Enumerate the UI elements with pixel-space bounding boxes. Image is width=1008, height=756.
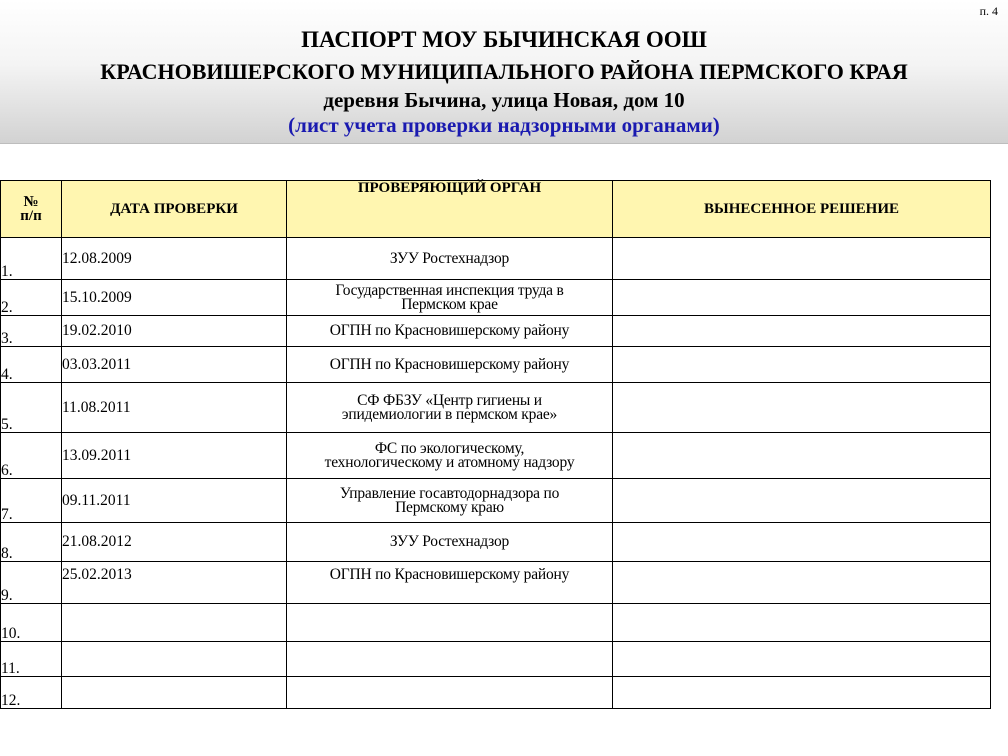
row-org bbox=[287, 604, 613, 642]
page-header bbox=[0, 0, 1008, 144]
row-decision bbox=[613, 479, 991, 523]
row-number: 11. bbox=[1, 642, 62, 677]
row-decision bbox=[613, 562, 991, 604]
page-number: п. 4 bbox=[979, 4, 998, 18]
header-org: ПРОВЕРЯЮЩИЙ ОРГАН bbox=[287, 181, 613, 238]
row-date: 11.08.2011 bbox=[62, 383, 287, 433]
row-org-line-2: Пермскому краю bbox=[395, 498, 504, 516]
header-date: ДАТА ПРОВЕРКИ bbox=[62, 181, 287, 238]
row-date bbox=[62, 677, 287, 709]
row-number: 8. bbox=[1, 523, 62, 562]
table-row bbox=[1, 433, 991, 479]
table-row bbox=[1, 604, 991, 642]
row-number: 9. bbox=[1, 562, 62, 604]
row-org bbox=[287, 479, 613, 523]
row-org-line-1: Управление госавтодорнадзора по bbox=[339, 484, 560, 502]
row-decision bbox=[613, 604, 991, 642]
row-date: 13.09.2011 bbox=[62, 433, 287, 479]
table-row bbox=[1, 523, 991, 562]
row-org bbox=[287, 523, 613, 562]
row-org bbox=[287, 383, 613, 433]
row-org bbox=[287, 238, 613, 280]
title-line-2: КРАСНОВИШЕРСКОГО МУНИЦИПАЛЬНОГО РАЙОНА ПЕРМСКОГО КРАЯ bbox=[100, 59, 908, 84]
row-decision bbox=[613, 238, 991, 280]
header-number-line-2: п/п bbox=[20, 208, 42, 224]
row-org bbox=[287, 316, 613, 347]
row-date: 03.03.2011 bbox=[62, 347, 287, 383]
row-number: 2. bbox=[1, 280, 62, 316]
row-org-line-1: ОГПН по Красновишерскому району bbox=[329, 566, 570, 583]
row-number: 3. bbox=[1, 316, 62, 347]
title-line-1: ПАСПОРТ МОУ БЫЧИНСКАЯ ООШ bbox=[301, 27, 707, 52]
row-org-line-1: ЗУУ Ростехнадзор bbox=[389, 249, 510, 267]
row-number: 10. bbox=[1, 604, 62, 642]
row-org-line-1: ОГПН по Красновишерскому району bbox=[329, 355, 570, 373]
row-date: 12.08.2009 bbox=[62, 238, 287, 280]
row-org bbox=[287, 347, 613, 383]
row-decision bbox=[613, 642, 991, 677]
header-number bbox=[1, 181, 62, 238]
header-number-line-1: № bbox=[23, 194, 39, 210]
table-row bbox=[1, 238, 991, 280]
row-org bbox=[287, 677, 613, 709]
table-row bbox=[1, 642, 991, 677]
row-org-line-2: Пермском крае bbox=[401, 295, 498, 313]
row-org bbox=[287, 280, 613, 316]
row-number: 6. bbox=[1, 433, 62, 479]
table-row bbox=[1, 347, 991, 383]
row-org-line-1: Государственная инспекция труда в bbox=[335, 281, 564, 299]
row-org-line-2: эпидемиологии в пермском крае» bbox=[341, 405, 558, 423]
row-org-line-1: ОГПН по Красновишерскому району bbox=[329, 322, 570, 339]
title-address: деревня Бычина, улица Новая, дом 10 bbox=[323, 88, 685, 112]
row-date: 19.02.2010 bbox=[62, 316, 287, 347]
row-decision bbox=[613, 433, 991, 479]
row-date: 25.02.2013 bbox=[62, 562, 287, 604]
row-number: 5. bbox=[1, 383, 62, 433]
row-decision bbox=[613, 316, 991, 347]
row-decision bbox=[613, 347, 991, 383]
table-row bbox=[1, 677, 991, 709]
row-org bbox=[287, 433, 613, 479]
row-number: 1. bbox=[1, 238, 62, 280]
row-org-line-2: технологическому и атомному надзору bbox=[324, 453, 575, 471]
row-date: 09.11.2011 bbox=[62, 479, 287, 523]
row-date: 15.10.2009 bbox=[62, 280, 287, 316]
row-org bbox=[287, 562, 613, 604]
table-row bbox=[1, 316, 991, 347]
row-org-line-1: ЗУУ Ростехнадзор bbox=[389, 533, 510, 550]
row-decision bbox=[613, 523, 991, 562]
row-date bbox=[62, 604, 287, 642]
title-subtitle: (лист учета проверки надзорными органами) bbox=[288, 113, 720, 137]
row-number: 7. bbox=[1, 479, 62, 523]
row-decision bbox=[613, 383, 991, 433]
table-row bbox=[1, 280, 991, 316]
row-date bbox=[62, 642, 287, 677]
inspection-table bbox=[0, 180, 991, 709]
row-org-line-1: ФС по экологическому, bbox=[374, 439, 525, 457]
row-date: 21.08.2012 bbox=[62, 523, 287, 562]
row-decision bbox=[613, 677, 991, 709]
table-header-row bbox=[1, 181, 991, 238]
header-decision: ВЫНЕСЕННОЕ РЕШЕНИЕ bbox=[613, 181, 991, 238]
table-row bbox=[1, 562, 991, 604]
row-org bbox=[287, 642, 613, 677]
row-number: 12. bbox=[1, 677, 62, 709]
row-decision bbox=[613, 280, 991, 316]
table-row bbox=[1, 383, 991, 433]
row-number: 4. bbox=[1, 347, 62, 383]
table-row bbox=[1, 479, 991, 523]
row-org-line-1: СФ ФБЗУ «Центр гигиены и bbox=[357, 391, 542, 409]
